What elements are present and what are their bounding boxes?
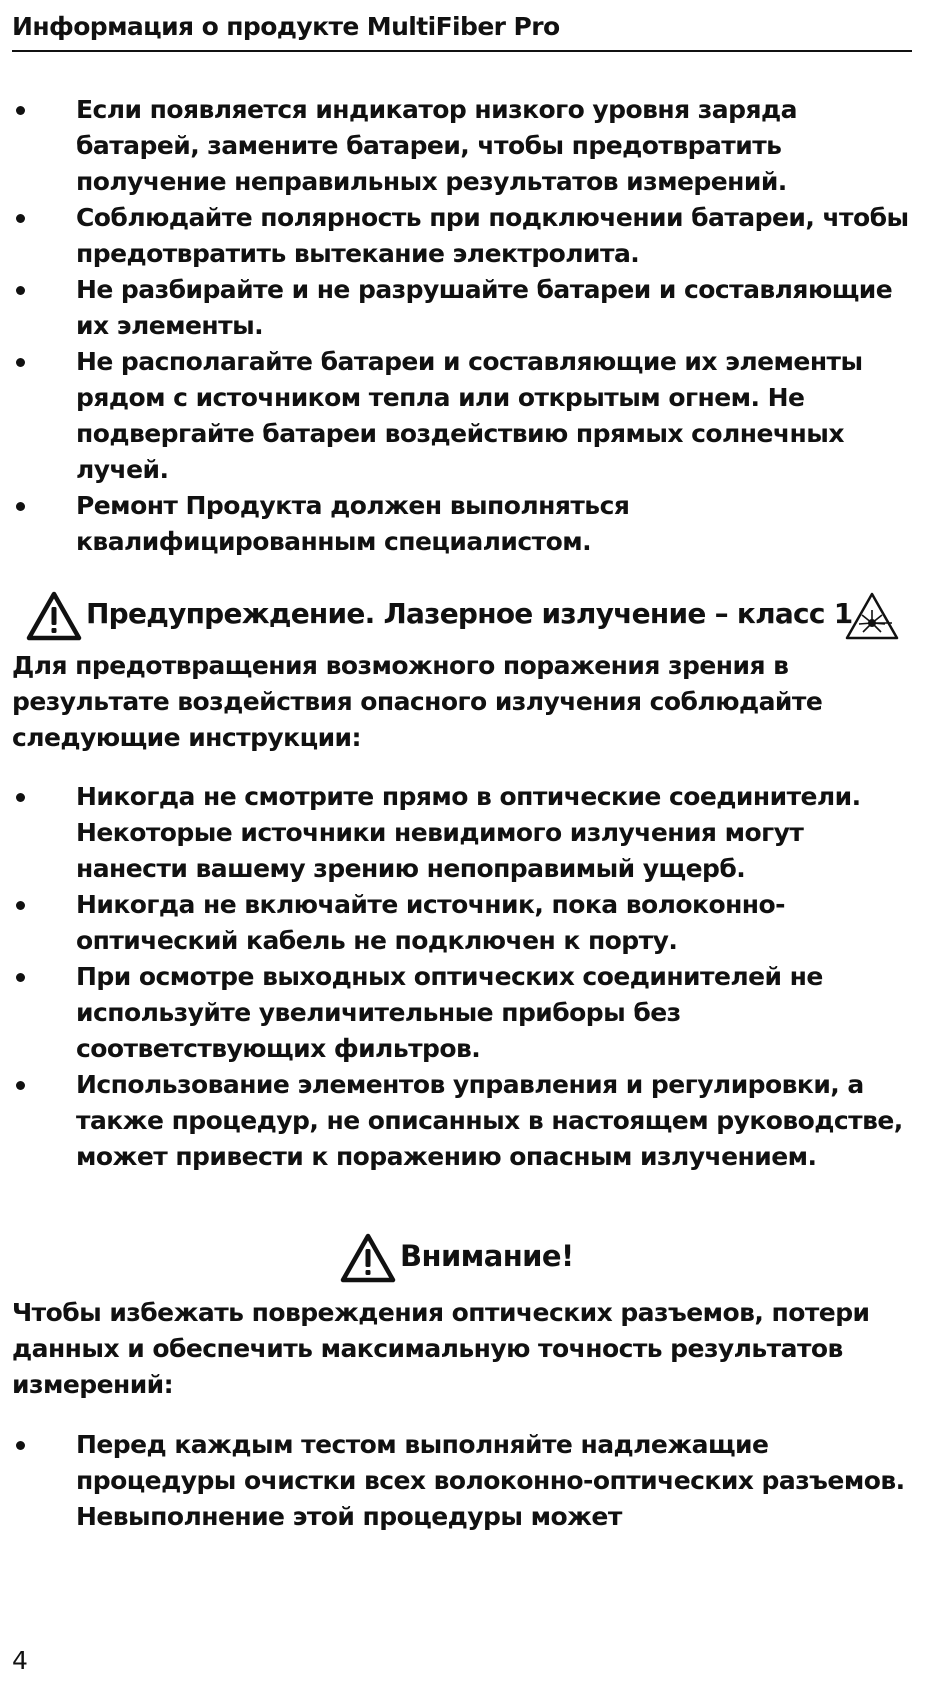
- list-item-text: Ремонт Продукта должен выполняться квалифицированным специалистом.: [76, 491, 630, 556]
- bullet-icon: [16, 214, 25, 223]
- caution-heading: [340, 1232, 640, 1288]
- laser-warning-title: Предупреждение. Лазерное излучение – класс 1: [86, 597, 853, 630]
- caution-title: Внимание!: [400, 1239, 574, 1273]
- header-title: Информация о продукте MultiFiber Pro: [12, 12, 560, 41]
- list-item: [0, 779, 920, 887]
- caution-list: [0, 1427, 920, 1535]
- list-item: [0, 272, 920, 344]
- bullet-icon: [16, 502, 25, 511]
- list-item: [0, 200, 920, 272]
- laser-warning-list: [0, 779, 920, 1175]
- laser-hazard-icon: [844, 590, 900, 642]
- list-item: [0, 959, 920, 1067]
- bullet-icon: [16, 793, 25, 802]
- warning-triangle-icon: [26, 590, 82, 642]
- list-item-text: Не разбирайте и не разрушайте батареи и составляющие их элементы.: [76, 275, 893, 340]
- bullet-icon: [16, 1441, 25, 1450]
- bullet-icon: [16, 901, 25, 910]
- list-item-text: Использование элементов управления и регулировки, а также процедур, не описанных в настоящем руководстве, может привести к поражению опасным излучением.: [76, 1070, 903, 1171]
- bullet-icon: [16, 286, 25, 295]
- bullet-icon: [16, 973, 25, 982]
- list-item-text: Никогда не смотрите прямо в оптические соединители. Некоторые источники невидимого излучения могут нанести вашему зрению непоправимый ущерб.: [76, 782, 861, 883]
- list-item-text: При осмотре выходных оптических соединителей не используйте увеличительные приборы без соответствующих фильтров.: [76, 962, 823, 1063]
- list-item-text: Не располагайте батареи и составляющие их элементы рядом с источником тепла или открытым огнем. Не подвергайте батареи воздействию прямых солнечных лучей.: [76, 347, 863, 484]
- bullet-icon: [16, 358, 25, 367]
- list-item-text: Если появляется индикатор низкого уровня заряда батарей, замените батареи, чтобы предотвратить получение неправильных результатов измерений.: [76, 95, 797, 196]
- warning-triangle-icon: [340, 1232, 396, 1284]
- caution-intro: Чтобы избежать повреждения оптических разъемов, потери данных и обеспечить максимальную точность результатов измерений:: [12, 1298, 870, 1399]
- page-header: [12, 12, 912, 52]
- bullet-icon: [16, 106, 25, 115]
- list-item-text: Соблюдайте полярность при подключении батареи, чтобы предотвратить вытекание электролита.: [76, 203, 909, 268]
- list-item: [0, 1067, 920, 1175]
- bullet-icon: [16, 1081, 25, 1090]
- list-item: [0, 1427, 920, 1535]
- laser-warning-intro: Для предотвращения возможного поражения зрения в результате воздействия опасного излучения соблюдайте следующие инструкции:: [12, 651, 823, 752]
- page-number: 4: [12, 1646, 28, 1675]
- battery-notes-list: [0, 92, 920, 560]
- list-item: [0, 92, 920, 200]
- list-item-text: Перед каждым тестом выполняйте надлежащие процедуры очистки всех волоконно-оптических разъемов. Невыполнение этой процедуры может: [76, 1430, 905, 1531]
- list-item: [0, 887, 920, 959]
- list-item-text: Никогда не включайте источник, пока волоконно-оптический кабель не подключен к порту.: [76, 890, 785, 955]
- list-item: [0, 488, 920, 560]
- list-item: [0, 344, 920, 488]
- laser-warning-heading: [24, 588, 904, 644]
